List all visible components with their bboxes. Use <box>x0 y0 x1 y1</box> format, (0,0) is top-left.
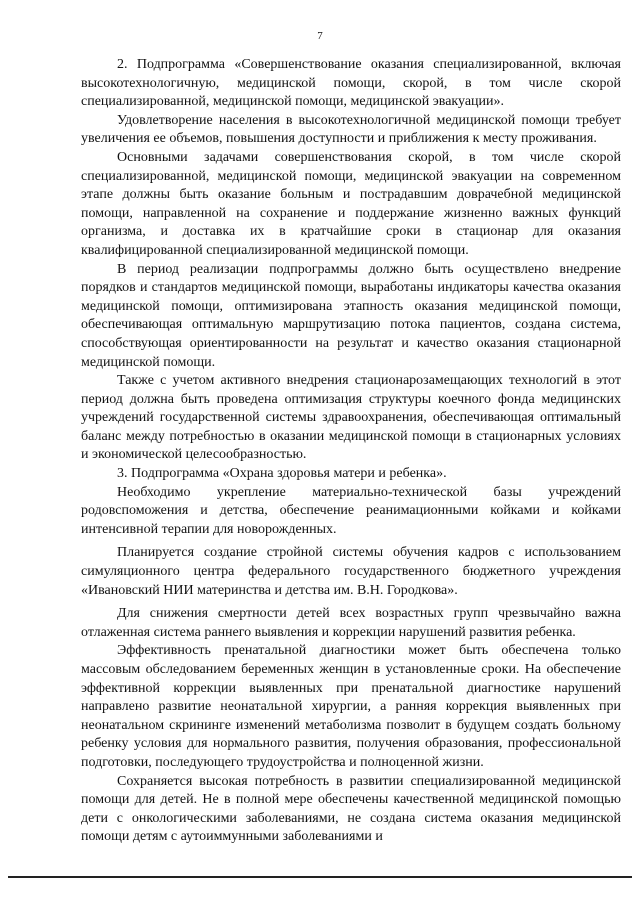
paragraph: Для снижения смертности детей всех возрастных групп чрезвычайно важна отлаженная система раннего выявления и коррекции нарушений развития ребенка. <box>81 606 621 640</box>
paragraph: Эффективность пренатальной диагностики может быть обеспечена только массовым обследованием беременных женщин в установленные сроки. На обеспечение эффективной коррекции выявленных при пренатальной диагностике нарушений направлено развитие неонатальной хирургии, а ранняя коррекция выявленных при неонатальном скрининге изменений метаболизма позволит в будущем создать больному ребенку условия для нормального развития, получения образования, профессиональной подготовки, последующего трудоустройства и полноценной жизни. <box>81 643 621 770</box>
paragraph: В период реализации подпрограммы должно быть осуществлено внедрение порядков и стандартов медицинской помощи, выработаны индикаторы качества оказания медицинской помощи, оптимизирована этапность оказания медицинской помощи, обеспечивающая оптимальную маршрутизацию потока пациентов, создана система, способствующая ориентированности на результат и качество оказания стационарной медицинской помощи. <box>81 261 621 370</box>
paragraph: Сохраняется высокая потребность в развитии специализированной медицинской помощи для детей. Не в полной мере обеспечены качественной медицинской помощью дети с онкологическими заболеваниями, не создана система оказания медицинской помощи детям с аутоиммунными заболеваниями и <box>81 773 621 845</box>
paragraph: Необходимо укрепление материально-технической базы учреждений родовспоможения и детства, обеспечение реанимационными койками и койками интенсивной терапии для новорожденных. <box>81 484 621 537</box>
paragraph: Основными задачами совершенствования скорой, в том числе скорой специализированной, медицинской помощи, медицинской эвакуации на современном этапе должны быть оказание больным и пострадавшим доврачебной медицинской помощи, направленной на сохранение и поддержание жизненно важных функций организма, и доставка их в кратчайшие сроки в стационар для оказания квалифицированной специализированной медицинской помощи. <box>81 149 621 258</box>
paragraph: Планируется создание стройной системы обучения кадров с использованием симуляционного центра федерального государственного бюджетного учреждения «Ивановский НИИ материнства и детства им. В.Н. Городкова». <box>81 545 621 598</box>
bottom-rule <box>8 876 632 878</box>
paragraph-subprogram-3-title: 3. Подпрограмма «Охрана здоровья матери и ребенка». <box>117 466 447 482</box>
document-body <box>81 56 621 847</box>
paragraph: Также с учетом активного внедрения стационарозамещающих технологий в этот период должна быть проведена оптимизация структуры коечного фонда медицинских учреждений государственной системы здравоохранения, обеспечивающая оптимальный баланс между потребностью в оказании медицинской помощи в стационарных условиях и экономической целесообразностью. <box>81 373 621 463</box>
page-number: 7 <box>317 30 323 42</box>
paragraph: Удовлетворение населения в высокотехнологичной медицинской помощи требует увеличения ее объемов, повышения доступности и приближения к месту проживания. <box>81 112 621 147</box>
paragraph-subprogram-2-title: 2. Подпрограмма «Совершенствование оказания специализированной, включая высокотехнологичную, медицинской помощи, скорой, в том числе скорой специализированной, медицинской помощи, медицинской эвакуации». <box>81 57 621 110</box>
